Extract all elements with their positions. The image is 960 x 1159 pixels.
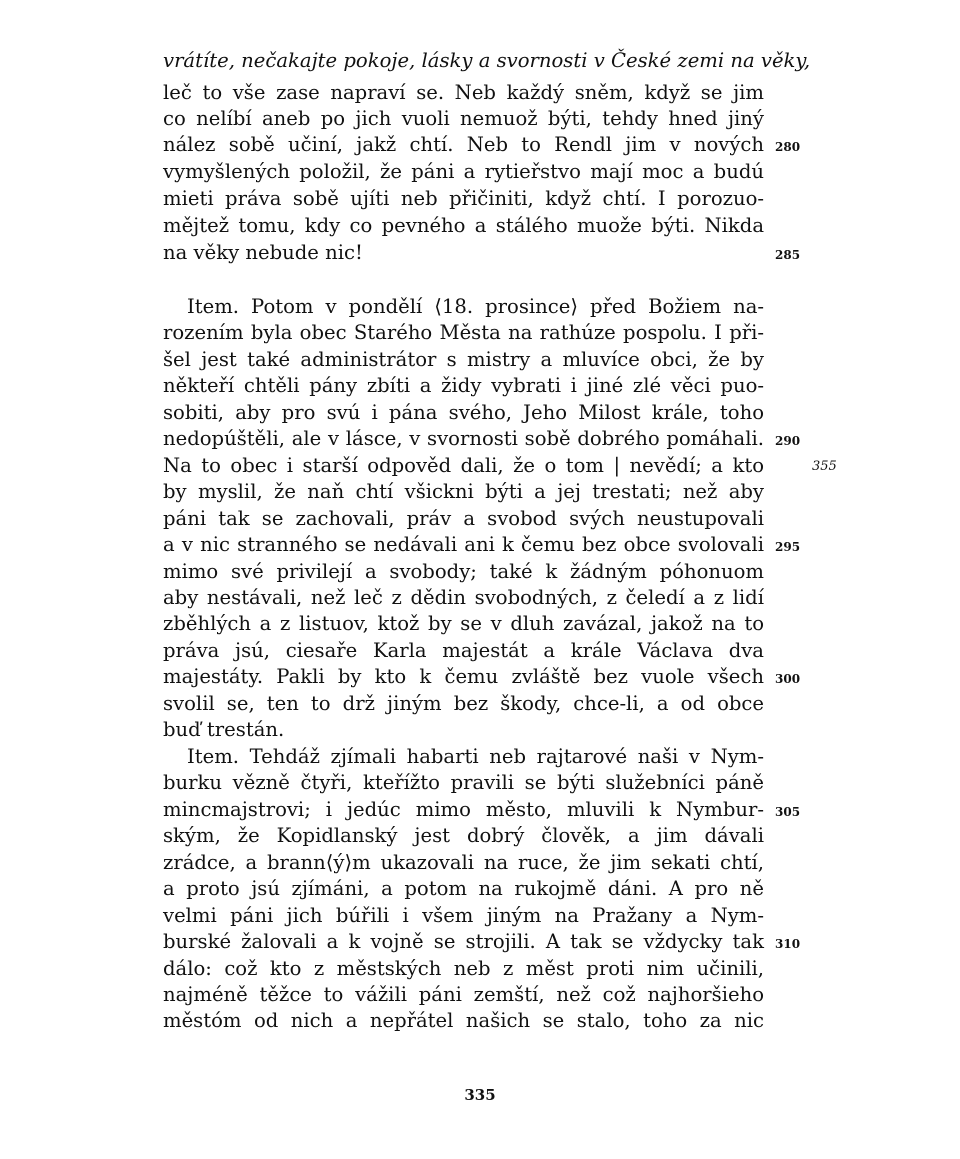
text-line: rozením byla obec Starého Města na rathúze pospolu. I při- [163, 321, 764, 344]
text-line: dálo: což kto z městských neb z měst proti nim učinili, [163, 957, 764, 980]
text-line: najméně těžce to vážili páni zemští, než což najhoršieho [163, 983, 764, 1006]
page-number: 335 [464, 1086, 496, 1104]
text-line: sobiti, aby pro svú i pána svého, Jeho Milost krále, toho [163, 401, 764, 424]
line-number-305: 305 [775, 805, 801, 819]
line-number-280: 280 [775, 140, 801, 154]
text-line: mimo své privilejí a svobody; také k žádným póhonuom [163, 560, 764, 583]
text-line: ským, že Kopidlanský jest dobrý člověk, a jim dávali [163, 824, 764, 847]
text-line: zrádce, a brann⟨ý⟩m ukazovali na ruce, že jim sekati chtí, [163, 851, 764, 874]
text-line: co nelíbí aneb po jich vuoli nemuož býti, tehdy hned jiný [163, 107, 764, 130]
text-line: někteří chtěli pány zbíti a židy vybrati i jiné zlé věci puo- [163, 374, 764, 397]
source-page-number: 355 [812, 459, 837, 474]
text-line: aby nestávali, než leč z dědin svobodných, z čeledí a z lidí [163, 586, 764, 609]
text-line: by myslil, že naň chtí všickni býti a jej trestati; než aby [163, 480, 764, 503]
text-line: Item. Potom v pondělí ⟨18. prosince⟩ před Božiem na- [187, 295, 764, 318]
text-line: leč to vše zase napraví se. Neb každý sněm, když se jim [163, 81, 764, 104]
text-line: na věky nebude nic! [163, 241, 363, 264]
text-line: velmi páni jich búřili i všem jiným na Pražany a Nym- [163, 904, 764, 927]
text-line: svolil se, ten to drž jiným bez škody, chce-li, a od obce [163, 692, 764, 715]
line-number-285: 285 [775, 248, 801, 262]
text-line: buď trestán. [163, 718, 285, 741]
text-line: vymyšlených položil, že páni a rytieřstvo mají moc a budú [163, 160, 764, 183]
text-line: zběhlých a z listuov, ktož by se v dluh zavázal, jakož na to [163, 612, 764, 635]
text-line: mincmajstrovi; i jedúc mimo město, mluvili k Nymbur- [163, 798, 764, 821]
text-line: a v nic stranného se nedávali ani k čemu bez obce svolovali [163, 533, 764, 556]
text-line: šel jest také administrátor s mistry a mluvíce obci, že by [163, 348, 764, 371]
text-line: páni tak se zachovali, práv a svobod svých neustupovali [163, 507, 764, 530]
text-line: burské žalovali a k vojně se strojili. A tak se vždycky tak [163, 930, 764, 953]
text-line: nález sobě učiní, jakž chtí. Neb to Rendl jim v nových [163, 133, 764, 156]
line-number-295: 295 [775, 540, 801, 554]
line-number-310: 310 [775, 937, 801, 951]
text-line: mieti práva sobě ujíti neb přičiniti, když chtí. I porozuo- [163, 187, 764, 210]
text-line: burku vězně čtyři, kteřížto pravili se býti služebníci páně [163, 771, 764, 794]
text-line: Item. Tehdáž zjímali habarti neb rajtarové naši v Nym- [187, 745, 764, 768]
text-line: mějtež tomu, kdy co pevného a stálého muože býti. Nikda [163, 214, 764, 237]
line-number-300: 300 [775, 672, 801, 686]
text-line: Na to obec i starší odpověd dali, že o tom | nevědí; a kto [163, 454, 764, 477]
line-number-290: 290 [775, 434, 801, 448]
text-line: majestáty. Pakli by kto k čemu zvláště bez vuole všech [163, 665, 764, 688]
text-line: a proto jsú zjímáni, a potom na rukojmě dáni. A pro ně [163, 877, 764, 900]
text-line: práva jsú, ciesaře Karla majestát a krále Václava dva [163, 639, 764, 662]
text-line: městóm od nich a nepřátel našich se stalo, toho za nic [163, 1009, 764, 1032]
text-line: nedopúštěli, ale v lásce, v svornosti sobě dobrého pomáhali. [163, 427, 764, 450]
text-line: vrátíte, nečakajte pokoje, lásky a svornosti v České zemi na věky, [163, 49, 811, 72]
